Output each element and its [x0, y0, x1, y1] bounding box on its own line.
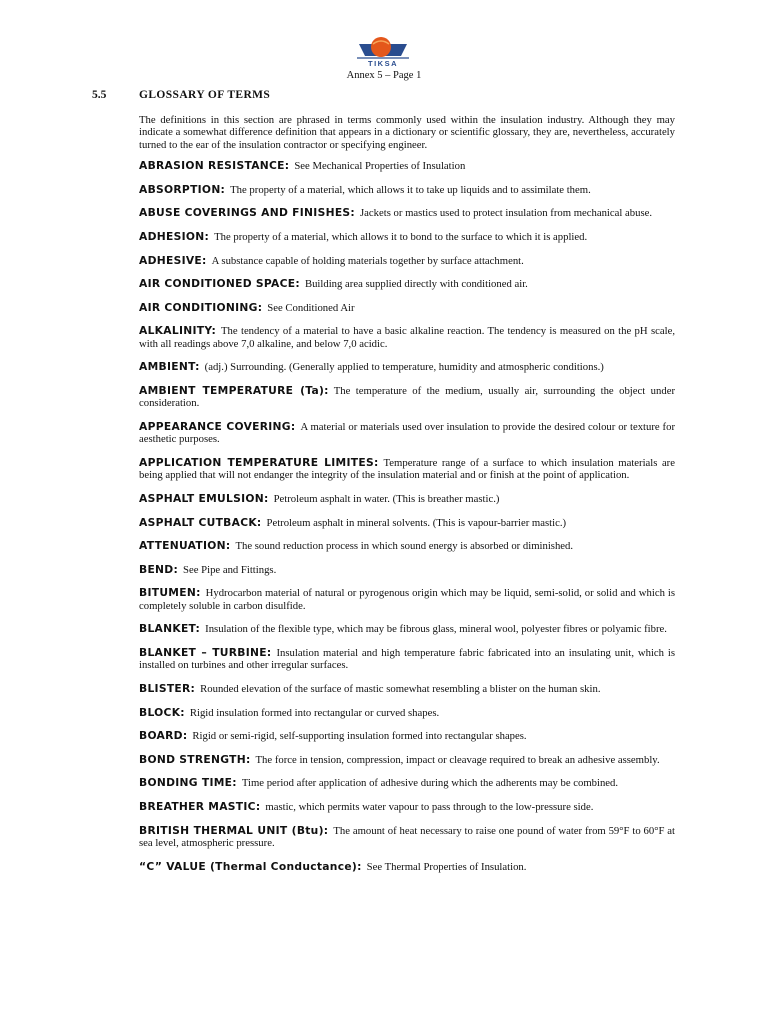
glossary-definition: The property of a material, which allows it to take up liquids and to assimilate them.	[230, 183, 591, 196]
glossary-entry	[139, 457, 675, 482]
section-intro: The definitions in this section are phrased in terms commonly used within the insulation industry. Although they may indicate a somewhat difference definition that appears in a dictionary or scientific glossary, they are, nevertheless, accurately turned to the ear of the insulation contractor or specifying engineer.	[139, 114, 675, 151]
glossary-entry	[139, 801, 675, 813]
glossary-entry	[139, 825, 675, 850]
glossary-entry	[139, 325, 675, 350]
glossary-term: AIR CONDITIONED SPACE:	[139, 277, 300, 291]
glossary-term: ABRASION RESISTANCE:	[139, 159, 290, 173]
glossary-entry	[139, 540, 675, 552]
glossary-entry	[139, 754, 675, 766]
glossary-definition: Temperature range of a surface to which insulation materials are being applied that will not endanger the integrity of the insulation material and or finish at the point of application.	[139, 456, 675, 482]
glossary-entry	[139, 777, 675, 789]
page-label: Annex 5 – Page 1	[346, 70, 422, 81]
glossary-entry	[139, 385, 675, 410]
glossary-definition: See Pipe and Fittings.	[183, 563, 277, 576]
glossary-term: BLANKET – TURBINE:	[139, 645, 272, 659]
glossary-definition: Hydrocarbon material of natural or pyrogenous origin which may be liquid, semi-solid, or solid and which is completely soluble in carbon disulfide.	[139, 587, 675, 612]
glossary-term: APPLICATION TEMPERATURE LIMITES:	[139, 455, 379, 469]
glossary-term: APPEARANCE COVERING:	[139, 419, 296, 433]
glossary-entry	[139, 587, 675, 612]
glossary-term: BREATHER MASTIC:	[139, 799, 261, 813]
logo-sun-circle	[371, 37, 391, 57]
glossary-term: AMBIENT TEMPERATURE (Ta):	[139, 383, 329, 397]
glossary-term: ASPHALT EMULSION:	[139, 491, 269, 505]
glossary-definition: The property of a material, which allows it to bond to the surface to which it is applied.	[214, 231, 588, 243]
section-title: GLOSSARY OF TERMS	[139, 89, 271, 101]
glossary-definition: See Conditioned Air	[267, 301, 355, 314]
glossary-definition: Rounded elevation of the surface of mastic somewhat resembling a blister on the human skin.	[200, 682, 601, 695]
glossary-entry	[139, 623, 675, 635]
glossary-definition: Rigid or semi-rigid, self-supporting insulation formed into rectangular shapes.	[192, 730, 527, 743]
glossary-definition: The force in tension, compression, impact or cleavage required to break an adhesive assembly.	[255, 753, 660, 766]
glossary-entry	[139, 493, 675, 505]
glossary-entry	[139, 361, 675, 373]
glossary-definition: A substance capable of holding materials together by surface attachment.	[211, 254, 524, 267]
company-logo	[355, 34, 411, 70]
glossary-definition: Rigid insulation formed into rectangular or curved shapes.	[189, 706, 440, 719]
glossary-term: ABSORPTION:	[139, 182, 226, 196]
glossary-term: ALKALINITY:	[139, 324, 217, 338]
glossary-term: BLANKET:	[139, 622, 201, 636]
glossary-entry	[139, 683, 675, 695]
glossary-definition: Insulation of the flexible type, which may be fibrous glass, mineral wool, polyester fibres or polyamic fibre.	[205, 623, 667, 636]
glossary-term: BRITISH THERMAL UNIT (Btu):	[139, 823, 329, 837]
glossary-term: AIR CONDITIONING:	[139, 300, 263, 314]
glossary-definition: The sound reduction process in which sound energy is absorbed or diminished.	[235, 540, 574, 553]
glossary-entry	[139, 730, 675, 742]
glossary-entry	[139, 707, 675, 719]
glossary-term: BITUMEN:	[139, 586, 201, 600]
glossary-content	[139, 114, 675, 884]
glossary-entry	[139, 160, 675, 172]
glossary-entry	[139, 255, 675, 267]
glossary-term: BONDING TIME:	[139, 776, 237, 790]
glossary-definition: The temperature of the medium, usually air, surrounding the object under consideration.	[139, 384, 676, 410]
glossary-term: ADHESIVE:	[139, 253, 207, 267]
glossary-entry	[139, 564, 675, 576]
glossary-entry	[139, 647, 675, 672]
glossary-entry	[139, 302, 675, 314]
glossary-term: BEND:	[139, 562, 179, 576]
glossary-term: ASPHALT CUTBACK:	[139, 515, 262, 529]
glossary-entry	[139, 231, 675, 243]
glossary-definition: The tendency of a material to have a basic alkaline reaction. The tendency is measured on the pH scale, with all readings above 7,0 alkaline, and below 7,0 acidic.	[139, 325, 675, 350]
glossary-entry	[139, 184, 675, 196]
glossary-entry	[139, 421, 675, 446]
glossary-term: BLOCK:	[139, 705, 185, 719]
glossary-entry	[139, 861, 675, 873]
glossary-definition: See Thermal Properties of Insulation.	[366, 860, 527, 873]
glossary-definition: See Mechanical Properties of Insulation	[294, 160, 466, 173]
section-number: 5.5	[92, 89, 107, 101]
glossary-definition: Jackets or mastics used to protect insulation from mechanical abuse.	[360, 207, 653, 220]
glossary-definition: Time period after application of adhesive during which the adherents may be combined.	[241, 777, 619, 790]
glossary-definition: (adj.) Surrounding. (Generally applied to temperature, humidity and atmospheric conditions.)	[204, 361, 604, 374]
glossary-entry	[139, 517, 675, 529]
glossary-term: BLISTER:	[139, 681, 196, 695]
glossary-definition: Petroleum asphalt in mineral solvents. (This is vapour-barrier mastic.)	[266, 516, 567, 529]
glossary-entry	[139, 278, 675, 290]
glossary-term: AMBIENT:	[139, 360, 200, 374]
glossary-term: BOND STRENGTH:	[139, 752, 251, 766]
glossary-term: ADHESION:	[139, 230, 210, 243]
glossary-definition: Petroleum asphalt in water. (This is breather mastic.)	[273, 492, 500, 505]
glossary-definition: A material or materials used over insulation to provide the desired colour or texture for aesthetic purposes.	[139, 420, 676, 446]
glossary-definition: Building area supplied directly with conditioned air.	[304, 278, 528, 291]
glossary-term: ABUSE COVERINGS AND FINISHES:	[139, 206, 355, 220]
glossary-definition: The amount of heat necessary to raise one pound of water from 59°F to 60°F at sea level, atmospheric pressure.	[139, 824, 675, 849]
glossary-term: BOARD:	[139, 729, 188, 743]
glossary-term: ATTENUATION:	[139, 539, 231, 553]
logo-text: TIKSA	[368, 59, 398, 68]
glossary-list	[139, 160, 675, 873]
glossary-definition: Insulation material and high temperature fabric fabricated into an insulating unit, which is installed on turbines and other irregular surfaces.	[139, 646, 675, 672]
glossary-entry	[139, 207, 675, 219]
glossary-definition: mastic, which permits water vapour to pass through to the low-pressure side.	[265, 800, 594, 813]
glossary-term: “C” VALUE (Thermal Conductance):	[139, 859, 362, 873]
